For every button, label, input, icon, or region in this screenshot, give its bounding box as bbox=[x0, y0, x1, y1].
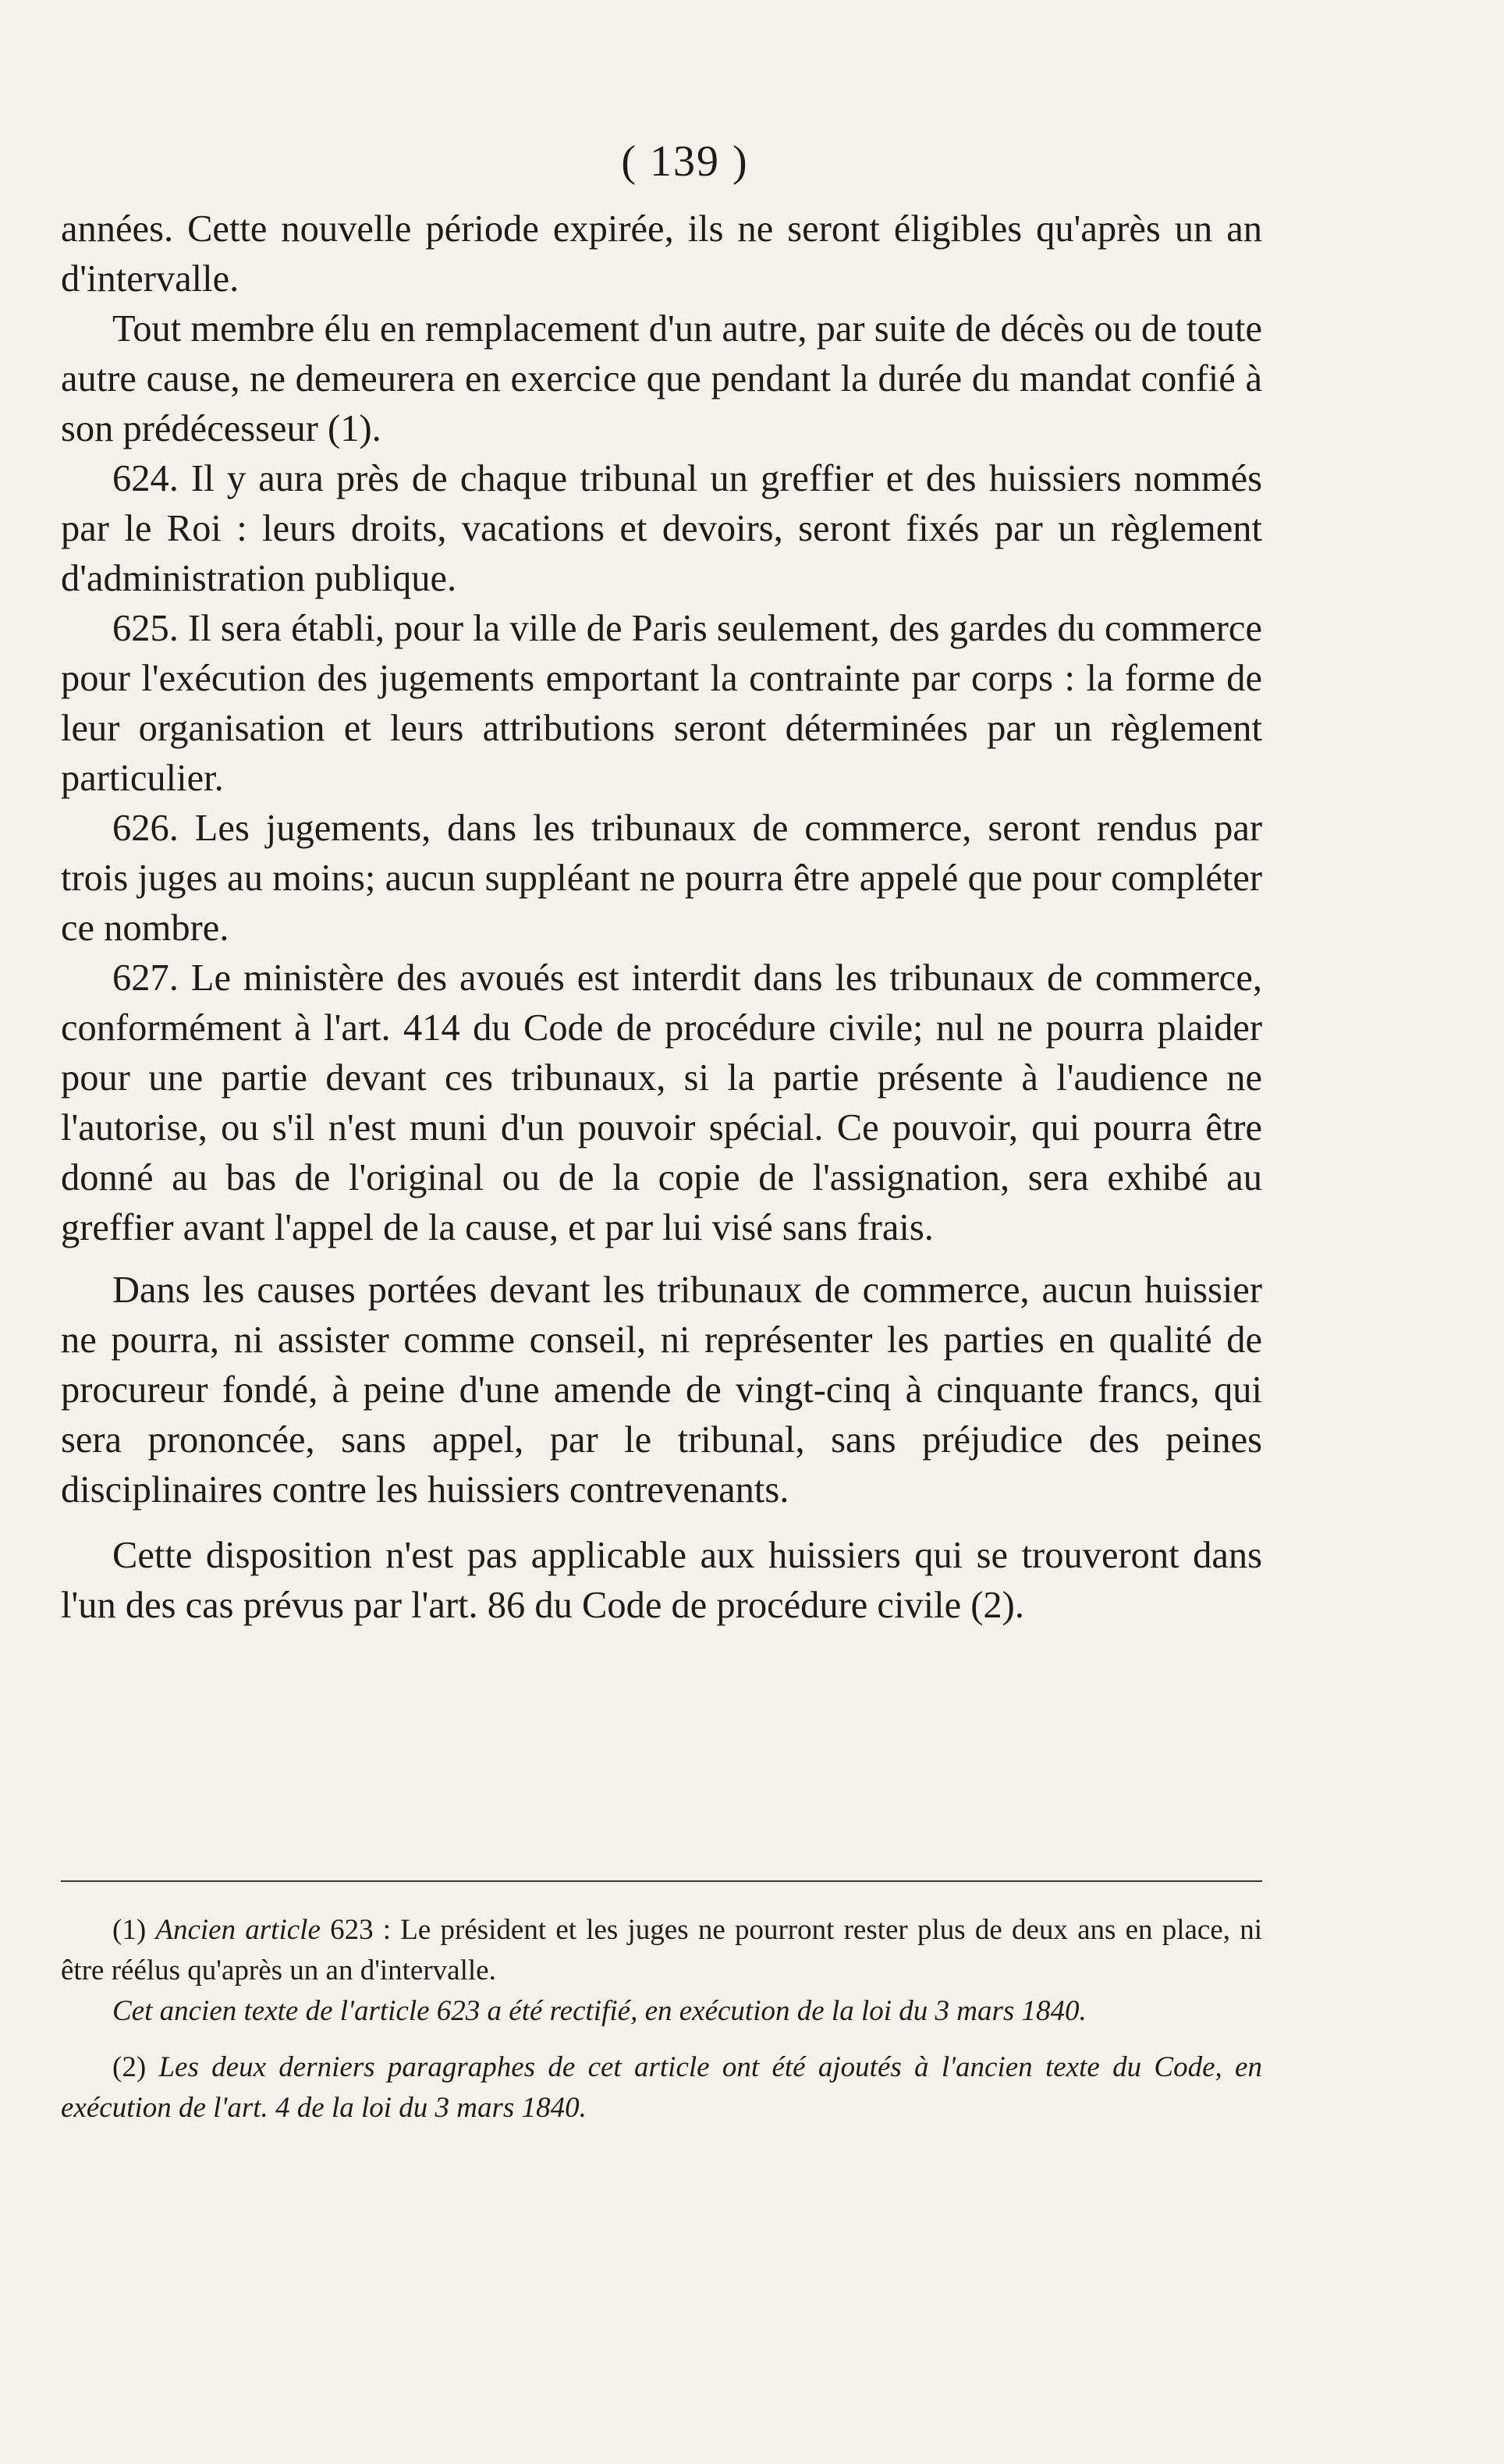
footnote-1-label: Ancien article bbox=[155, 1914, 321, 1946]
paragraph-disposition: Cette disposition n'est pas applicable aux huissiers qui se trouveront dans l'un des cas prévus par l'art. 86 du Code de procédure civile (2). bbox=[61, 1535, 1262, 1626]
footnote-1-marker: (1) bbox=[112, 1914, 156, 1946]
article-624-text: Il y aura près de chaque tribunal un greffier et des huissiers nommés par le Roi : leurs droits, vacations et devoirs, seront fixés par un règlement d'administration publique. bbox=[61, 458, 1262, 599]
paragraph-continuation: années. Cette nouvelle période expirée, ils ne seront éligibles qu'après un an d'intervalle. bbox=[61, 208, 1262, 300]
article-627-number: 627. bbox=[112, 957, 179, 999]
footnote-1-text: 623 : Le président et les juges ne pourront rester plus de deux ans en place, ni être réélus qu'après un an d'intervalle. bbox=[61, 1914, 1263, 1986]
footnotes bbox=[61, 1910, 1262, 2128]
footnote-2-text: Les deux derniers paragraphes de cet article ont été ajoutés à l'ancien texte du Code, en exécution de l'art. 4 de la loi du 3 mars 1840. bbox=[61, 2051, 1262, 2124]
body-text bbox=[61, 204, 1262, 1631]
article-624-number: 624. bbox=[112, 458, 179, 499]
paragraph-bailiff-causes: Dans les causes portées devant les tribunaux de commerce, aucun huissier ne pourra, ni assister comme conseil, ni représenter les parties en qualité de procureur fondé, à peine d'une amende de vingt-cinq à cinquante francs, qui sera prononcée, sans appel, par le tribunal, sans préjudice des peines disciplinaires contre les huissiers contrevenants. bbox=[61, 1269, 1262, 1511]
footnote-2 bbox=[61, 2047, 1262, 2128]
article-627 bbox=[61, 953, 1262, 1253]
article-625-number: 625. bbox=[112, 608, 179, 649]
article-626-number: 626. bbox=[112, 808, 179, 849]
article-627-text: Le ministère des avoués est interdit dans les tribunaux de commerce, conformément à l'art. 414 du Code de procédure civile; nul ne pourra plaider pour une partie devant ces tribunaux, si la partie présente à l'audience ne l'autorise, ou s'il n'est muni d'un pouvoir spécial. Ce pouvoir, qui pourra être donné au bas de l'original ou de la copie de l'assignation, sera exhibé au greffier avant l'appel de la cause, et par lui visé sans frais. bbox=[61, 957, 1262, 1248]
footnote-1 bbox=[61, 1910, 1262, 1991]
book-page bbox=[61, 0, 1262, 2464]
paragraph-replacement-member: Tout membre élu en remplacement d'un autre, par suite de décès ou de toute autre cause, ne demeurera en exercice que pendant la durée du mandat confié à son prédécesseur (1). bbox=[61, 308, 1262, 449]
footnote-2-marker: (2) bbox=[112, 2051, 159, 2083]
article-626 bbox=[61, 804, 1262, 953]
page-number: ( 139 ) bbox=[621, 137, 749, 186]
footnote-divider bbox=[61, 1880, 1262, 1882]
article-625-text: Il sera établi, pour la ville de Paris seulement, des gardes du commerce pour l'exécution des jugements emportant la contrainte par corps : la forme de leur organisation et leurs attributions seront déterminées par un règlement particulier. bbox=[61, 608, 1262, 799]
article-625 bbox=[61, 604, 1262, 804]
footnote-1-note: Cet ancien texte de l'article 623 a été rectifié, en exécution de la loi du 3 mars 1840. bbox=[112, 1995, 1087, 2027]
article-624 bbox=[61, 454, 1262, 604]
article-626-text: Les jugements, dans les tribunaux de commerce, seront rendus par trois juges au moins; aucun suppléant ne pourra être appelé que pour compléter ce nombre. bbox=[61, 808, 1262, 949]
